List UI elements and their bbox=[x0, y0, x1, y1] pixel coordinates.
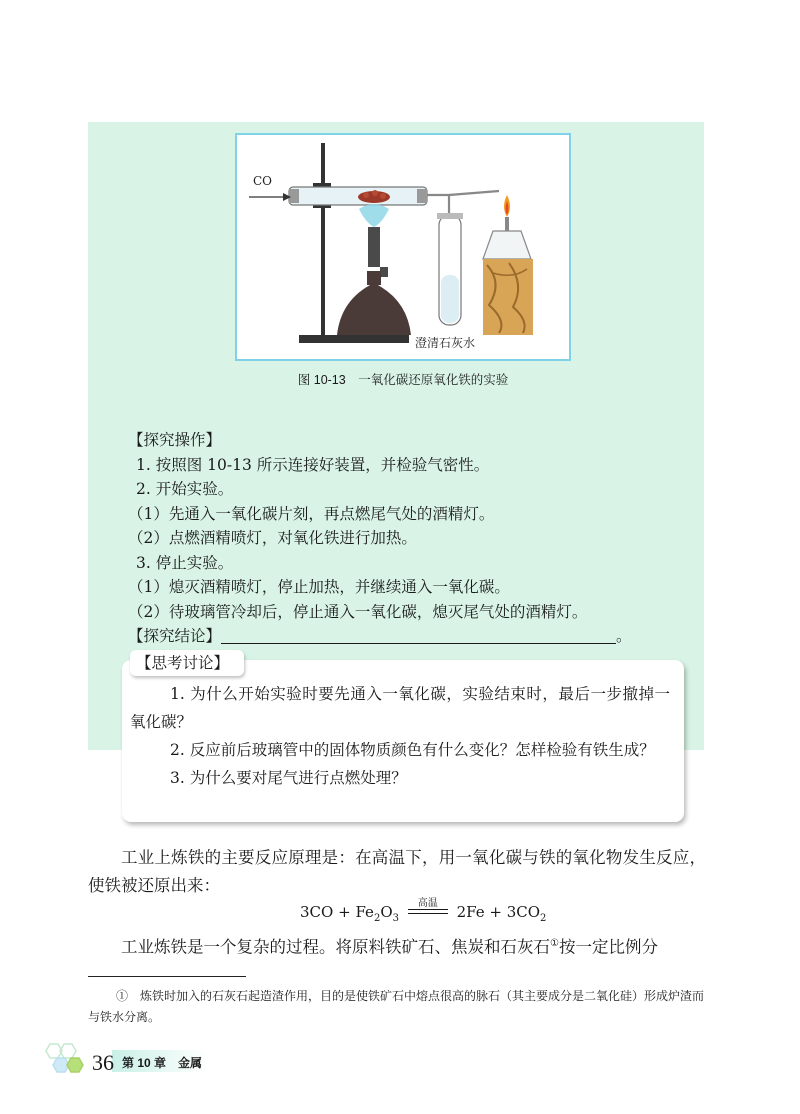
footnote-text: ① 炼铁时加入的石灰石起造渣作用，目的是使铁矿石中熔点很高的脉石（其主要成分是二氧化硅）形成炉渣而与铁水分离。 bbox=[88, 989, 705, 1024]
chapter-title: 第 10 章 金属 bbox=[122, 1056, 203, 1070]
conclusion-row bbox=[128, 624, 688, 649]
paragraph-text: 工业上炼铁的主要反应原理是：在高温下，用一氧化碳与铁的氧化物发生反应，使铁被还原出来： bbox=[88, 848, 706, 895]
stand-base bbox=[299, 335, 409, 343]
co-reduction-apparatus-illustration bbox=[237, 135, 569, 359]
limewater-label: 澄清石灰水 bbox=[415, 336, 476, 350]
co-label: CO bbox=[253, 174, 273, 188]
footnote-divider bbox=[88, 976, 246, 977]
glass-tube bbox=[289, 187, 427, 205]
blowtorch-flame bbox=[359, 204, 389, 227]
explore-step: 3. 停止实验。 bbox=[136, 553, 234, 572]
figure-caption: 图 10-13 一氧化碳还原氧化铁的实验 bbox=[297, 373, 509, 387]
reactant-fe2o3: $Fe_2O_3$ bbox=[355, 903, 399, 924]
blowtorch-tube bbox=[368, 227, 380, 267]
explore-step: （1）先通入一氧化碳片刻，再点燃尾气处的酒精灯。 bbox=[128, 504, 495, 523]
discussion-question: 3. 为什么要对尾气进行点燃处理？ bbox=[170, 769, 407, 787]
lamp-wick bbox=[505, 217, 509, 231]
discussion-heading: 【思考讨论】 bbox=[130, 650, 244, 676]
explore-step: （2）待玻璃管冷却后，停止通入一氧化碳，熄灭尾气处的酒精灯。 bbox=[128, 602, 588, 621]
reaction-condition-equals bbox=[408, 898, 448, 917]
explore-step: （2）点燃酒精喷灯，对氧化铁进行加热。 bbox=[128, 529, 417, 547]
discussion-questions bbox=[130, 680, 670, 792]
footnote-ref[interactable]: ① bbox=[550, 938, 559, 949]
stand-rod bbox=[321, 143, 325, 337]
footnote bbox=[88, 986, 708, 1028]
discussion-question: 1. 为什么开始实验时要先通入一氧化碳，实验结束时，最后一步撤掉一氧化碳？ bbox=[130, 685, 670, 731]
limewater bbox=[441, 275, 459, 323]
product-co2: $3CO_2$ bbox=[506, 903, 547, 924]
page-number: 36 bbox=[92, 1050, 114, 1075]
explore-heading: 【探究操作】 bbox=[128, 431, 222, 449]
explore-operation-section bbox=[128, 428, 688, 649]
conclusion-label: 【探究结论】 bbox=[128, 627, 222, 645]
explore-step: 1. 按照图 10-13 所示连接好装置，并检验气密性。 bbox=[136, 455, 490, 474]
body-paragraph-2: 工业炼铁是一个复杂的过程。将原料铁矿石、焦炭和石灰石①按一定比例分 bbox=[121, 937, 658, 957]
tube-stopper-right bbox=[417, 189, 427, 203]
plus-sign: + bbox=[489, 903, 502, 921]
alcohol-lamp bbox=[483, 231, 531, 259]
experiment-figure bbox=[235, 133, 571, 361]
explore-step: （1）熄灭酒精喷灯，停止加热，并继续通入一氧化碳。 bbox=[128, 578, 510, 596]
product-fe: 2Fe bbox=[456, 903, 485, 921]
conclusion-answer-blank[interactable] bbox=[221, 626, 616, 644]
explore-step: 2. 开始实验。 bbox=[136, 480, 234, 498]
plus-sign: + bbox=[338, 903, 351, 921]
tube-stopper-left bbox=[289, 189, 299, 203]
hexagon-decoration-icon bbox=[38, 1040, 98, 1080]
blowtorch-body bbox=[337, 283, 411, 335]
reactant-co: 3CO bbox=[300, 903, 334, 921]
reaction-equation bbox=[300, 898, 547, 924]
body-paragraph-1 bbox=[88, 844, 706, 900]
exhaust-tube bbox=[449, 191, 499, 195]
discussion-question: 2. 反应前后玻璃管中的固体物质颜色有什么变化？怎样检验有铁生成？ bbox=[170, 741, 655, 759]
reaction-condition: 高温 bbox=[417, 898, 438, 909]
conclusion-end: 。 bbox=[616, 627, 632, 645]
